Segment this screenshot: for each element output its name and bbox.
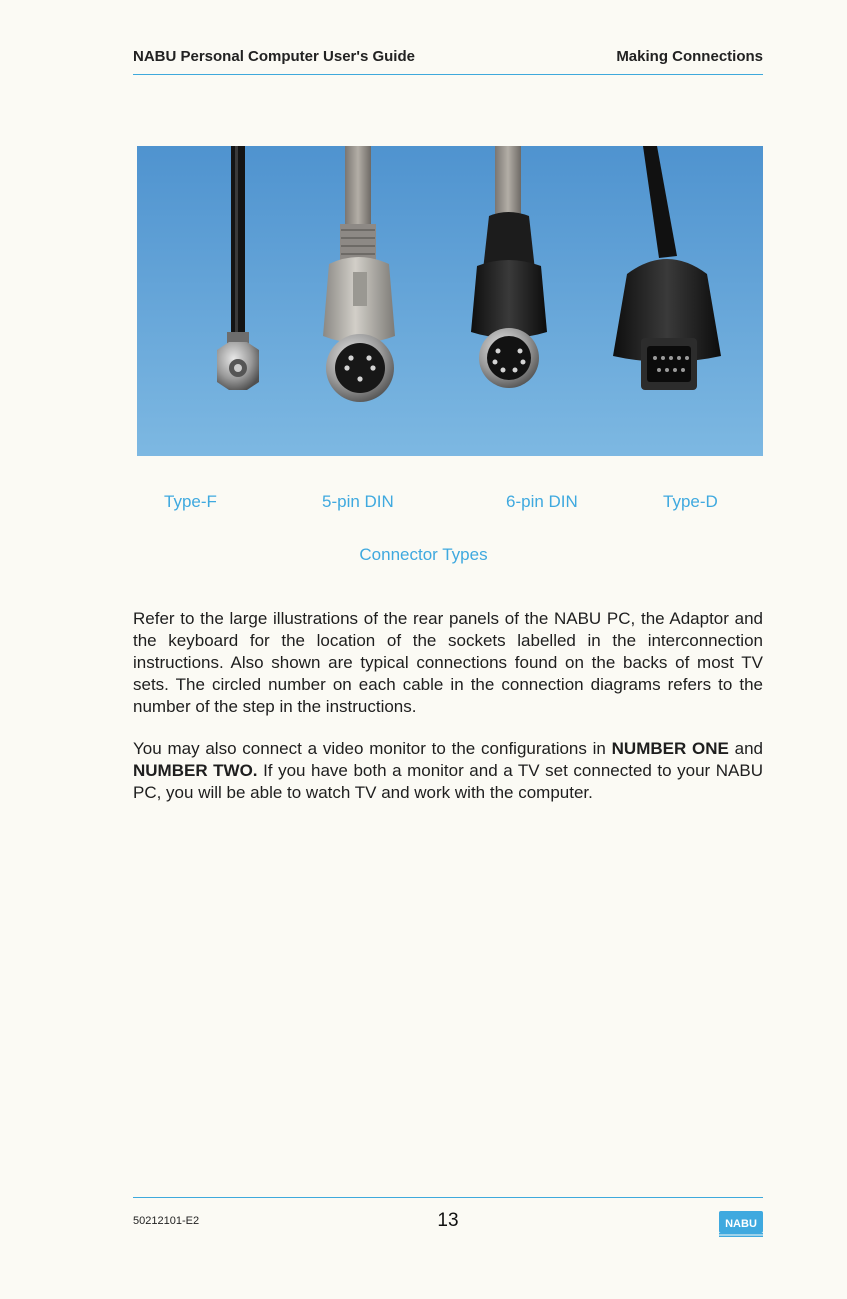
paragraph-text: You may also connect a video monitor to the configurations in <box>133 739 612 758</box>
header-section: Making Connections <box>616 48 763 65</box>
page-number: 13 <box>437 1210 459 1231</box>
label-type-f: Type-F <box>164 492 217 511</box>
connector-illustration <box>137 146 763 456</box>
page-header <box>133 46 763 75</box>
paragraph-text: and <box>728 739 763 758</box>
svg-text:NABU: NABU <box>725 1218 757 1230</box>
paragraph-rear-panels: Refer to the large illustrations of the rear panels of the NABU PC, the Adaptor and the keyboard for the location of the sockets labelled in the interconnection instructions. Also shown are typical connections found on the backs of most TV sets. The circled number on each cable in the connection diagrams refers to the number of the step in the instructions. <box>133 609 763 716</box>
page-footer <box>133 1197 763 1248</box>
connector-labels <box>0 492 847 516</box>
figure-caption: Connector Types <box>359 545 488 564</box>
paragraph-text: If you have both a monitor and a TV set connected to your NABU PC, you will be able to watch TV and work with the computer. <box>133 761 763 802</box>
label-5-pin-din: 5-pin DIN <box>322 492 394 511</box>
label-6-pin-din: 6-pin DIN <box>506 492 578 511</box>
header-title: NABU Personal Computer User's Guide <box>133 48 415 65</box>
label-type-d: Type-D <box>663 492 718 511</box>
connector-photo <box>137 146 763 456</box>
paragraph-video-monitor <box>133 738 763 804</box>
nabu-logo-icon <box>719 1211 763 1237</box>
document-number: 50212101-E2 <box>133 1215 200 1227</box>
paragraph-bold: NUMBER TWO. <box>133 761 258 780</box>
paragraph-bold: NUMBER ONE <box>611 739 729 758</box>
